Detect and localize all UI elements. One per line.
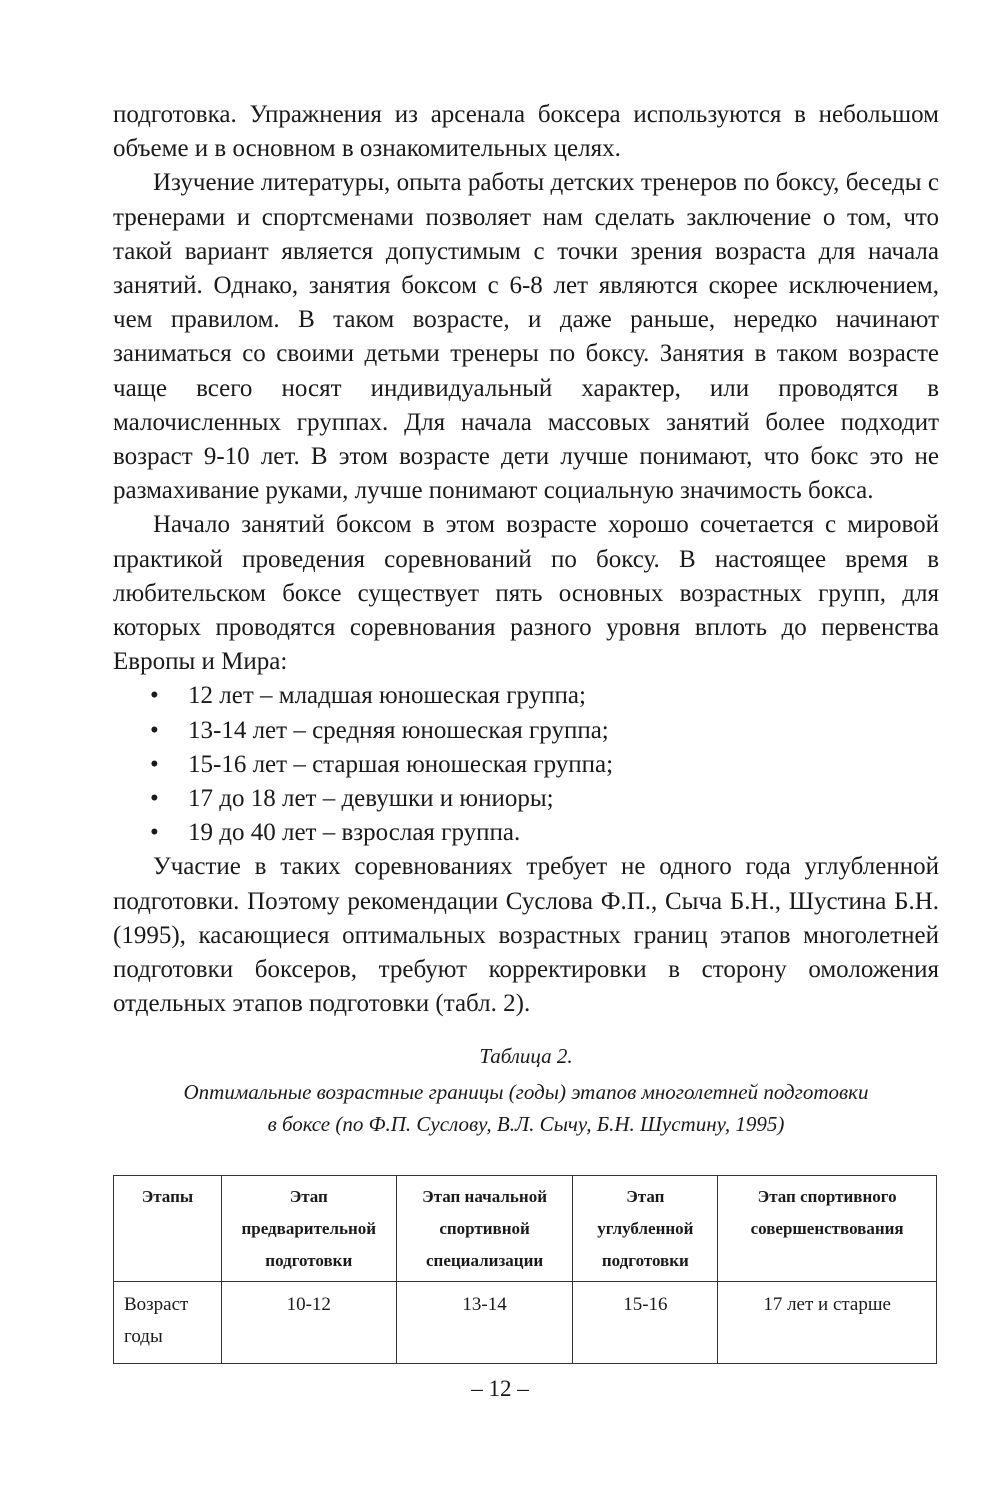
table-cell: 10-12	[221, 1282, 396, 1364]
list-item	[113, 782, 939, 816]
list-item-text: 19 до 40 лет – взрослая группа.	[188, 819, 521, 847]
table-cell: 15-16	[573, 1282, 718, 1364]
bullet-icon: •	[150, 682, 159, 710]
table-cell: 13-14	[396, 1282, 573, 1364]
table-title-line-2: в боксе (по Ф.П. Суслову, В.Л. Сычу, Б.Н. Шустину, 1995)	[267, 1112, 785, 1136]
page-number: – 12 –	[471, 1376, 529, 1401]
list-item	[113, 816, 939, 850]
table-header-cell: Этап углубленной подготовки	[573, 1176, 718, 1282]
list-item	[113, 679, 939, 713]
table-header-cell: Этапы	[114, 1176, 222, 1282]
table-header-cell: Этап предварительной подготовки	[221, 1176, 396, 1282]
body-text	[113, 98, 939, 1021]
paragraph-literature-study: Изучение литературы, опыта работы детских тренеров по боксу, беседы с тренерами и спортсменами позволяет нам сделать заключение о том, что такой вариант является допустимым с точки зрения возраста для начала занятий. Однако, занятия боксом с 6-8 лет являются скорее исключением, чем правилом. В таком возрасте, и даже раньше, нередко начинают заниматься со своими детьми тренеры по боксу. Занятия в таком возрасте чаще всего носят индивидуальный характер, или проводятся в малочисленных группах. Для начала массовых занятий более подходит возраст 9-10 лет. В этом возрасте дети лучше понимают, что бокс это не размахивание руками, лучше понимают социальную значимость бокса.	[113, 169, 939, 505]
table-row	[114, 1282, 937, 1364]
age-stages-table	[113, 1175, 937, 1364]
table-title	[113, 1076, 939, 1140]
bullet-icon: •	[150, 716, 159, 744]
table-header-cell: Этап начальной спортивной специализации	[396, 1176, 573, 1282]
list-item-text: 15-16 лет – старшая юношеская группа;	[188, 750, 614, 778]
paragraph-recommendations: Участие в таких соревнованиях требует не одного года углубленной подготовки. Поэтому рекомендации Суслова Ф.П., Сыча Б.Н., Шустина Б.Н. (1995), касающиеся оптимальных возрастных границ этапов многолетней подготовки боксеров, требуют корректировки в сторону омоложения отдельных этапов подготовки (табл. 2).	[113, 853, 939, 1018]
table-header-row	[114, 1176, 937, 1282]
table-row-label: Возраст годы	[114, 1282, 222, 1364]
list-item-text: 17 до 18 лет – девушки и юниоры;	[188, 785, 554, 813]
age-group-list	[113, 679, 939, 850]
bullet-icon: •	[150, 785, 159, 813]
list-item-text: 12 лет – младшая юношеская группа;	[188, 682, 586, 710]
table-number: Таблица 2.	[479, 1044, 573, 1068]
table-title-line-1: Оптимальные возрастные границы (годы) этапов многолетней подготовки	[183, 1080, 869, 1104]
list-item-text: 13-14 лет – средняя юношеская группа;	[188, 716, 609, 744]
paragraph-competition-practice: Начало занятий боксом в этом возрасте хорошо сочетается с мировой практикой проведения соревнований по боксу. В настоящее время в любительском боксе существует пять основных возрастных групп, для которых проводятся соревнования разного уровня вплоть до первенства Европы и Мира:	[113, 511, 939, 676]
bullet-icon: •	[150, 819, 159, 847]
list-item	[113, 714, 939, 748]
paragraph-continuation: подготовка. Упражнения из арсенала боксера используются в небольшом объеме и в основном в ознакомительных целях.	[113, 101, 939, 163]
bullet-icon: •	[150, 750, 159, 778]
table-header-cell: Этап спортивного совершенствования	[718, 1176, 937, 1282]
table-cell: 17 лет и старше	[718, 1282, 937, 1364]
list-item	[113, 748, 939, 782]
